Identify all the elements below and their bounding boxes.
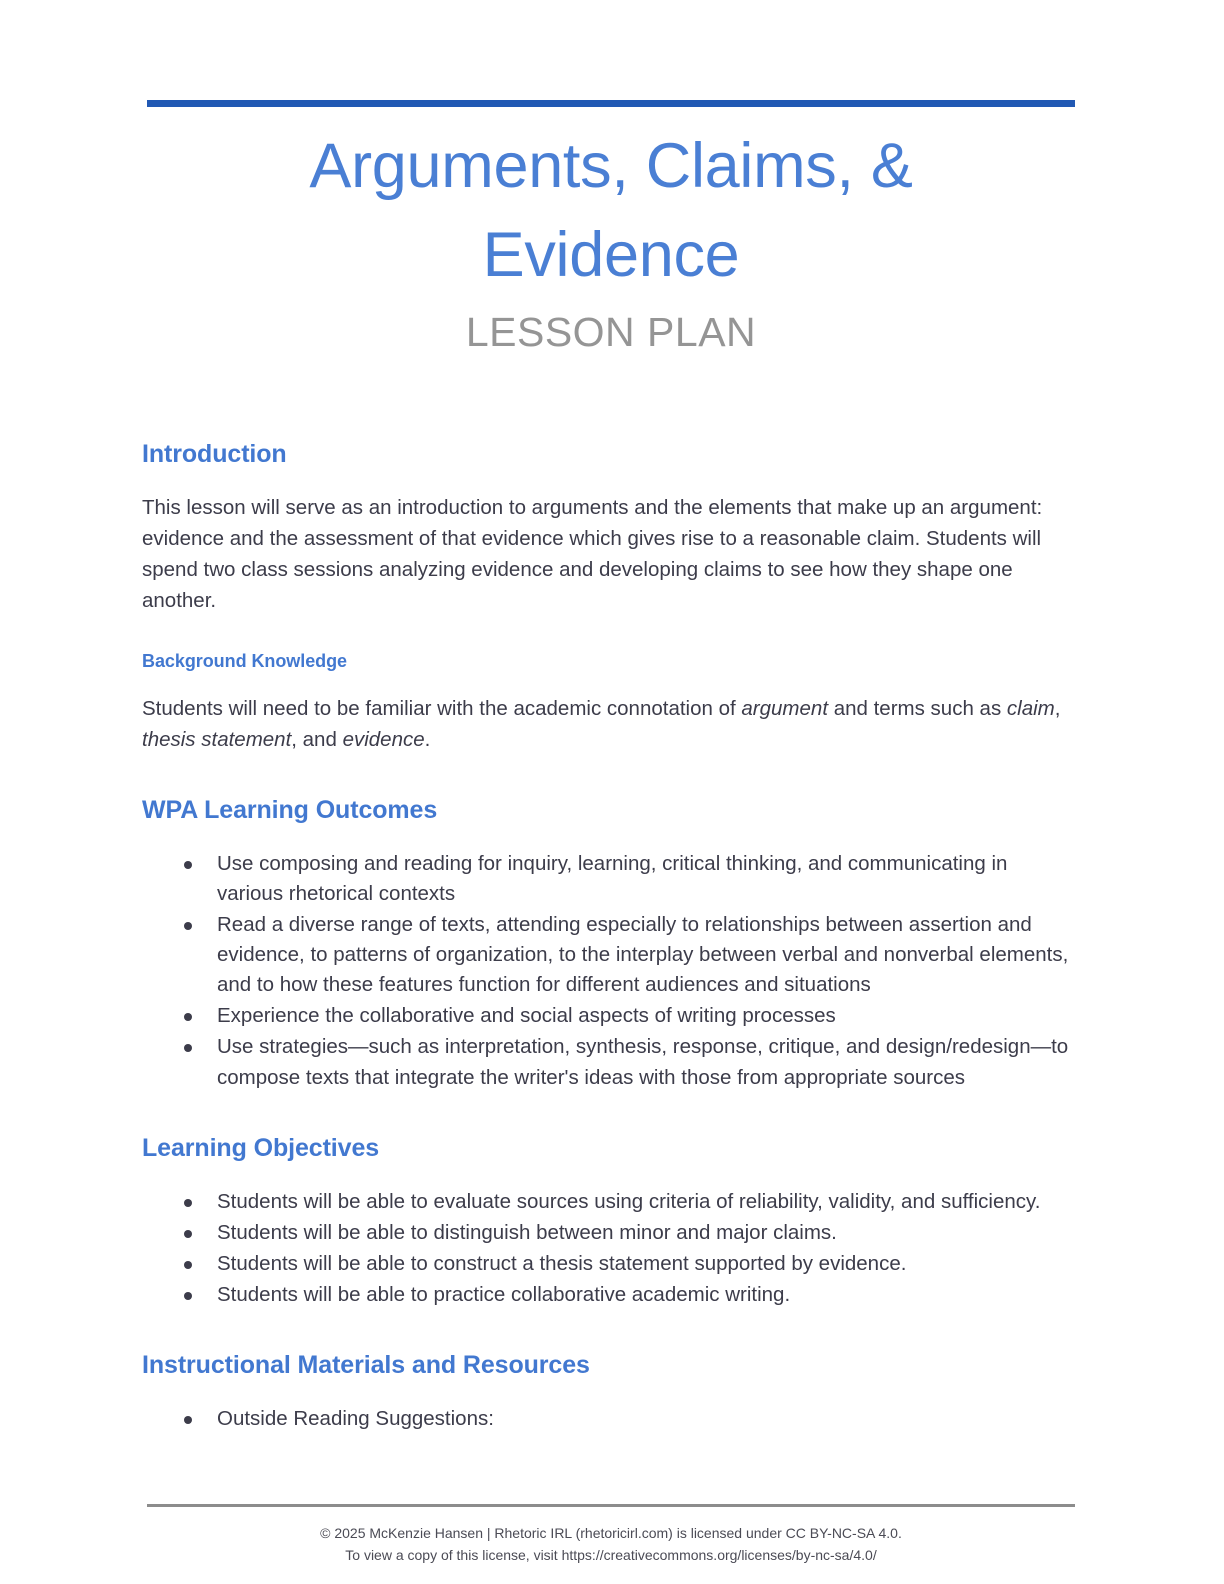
wpa-learning-outcomes-list <box>142 849 1074 1093</box>
page-subtitle: LESSON PLAN <box>465 308 757 355</box>
subheading-background-knowledge: Background Knowledge <box>142 650 348 671</box>
list-item: Read a diverse range of texts, attending especially to relationships between assertion and evidence, to patterns of organization, to the interplay between verbal and nonverbal elements, and to how these features function for different audiences and situations <box>142 910 1074 1000</box>
list-item: Experience the collaborative and social aspects of writing processes <box>142 1001 1074 1031</box>
section-heading-instructional-materials: Instructional Materials and Resources <box>142 1351 590 1380</box>
background-knowledge-paragraph <box>142 694 1074 756</box>
footer-divider <box>147 1504 1075 1507</box>
section-heading-introduction: Introduction <box>142 440 287 468</box>
bg-text-3: , <box>1054 696 1061 720</box>
bg-italic-thesis-statement: thesis statement <box>142 727 292 751</box>
footer-license-url-line: To view a copy of this license, visit https://creativecommons.org/licenses/by-nc-sa/4.0/ <box>345 1546 877 1563</box>
list-item: Students will be able to evaluate sources using criteria of reliability, validity, and sufficiency. <box>142 1187 1074 1217</box>
bg-text-5: . <box>424 727 431 751</box>
bg-italic-evidence: evidence <box>342 727 425 751</box>
bg-italic-claim: claim <box>1006 696 1055 720</box>
list-item: Use strategies—such as interpretation, synthesis, response, critique, and design/redesign—to compose texts that integrate the writer's ideas with those from appropriate sources <box>142 1032 1074 1092</box>
document-body <box>142 440 1074 1435</box>
page-title: Arguments, Claims, & Evidence <box>309 131 913 291</box>
bg-text-4: , and <box>291 727 343 751</box>
instructional-materials-list <box>142 1404 1074 1434</box>
list-item: Outside Reading Suggestions: <box>142 1404 1074 1434</box>
title-block <box>147 122 1075 356</box>
header-accent-rule <box>147 100 1075 107</box>
list-item: Students will be able to distinguish between minor and major claims. <box>142 1218 1074 1248</box>
list-item: Students will be able to construct a thesis statement supported by evidence. <box>142 1249 1074 1279</box>
footer-license-line: © 2025 McKenzie Hansen | Rhetoric IRL (rhetoricirl.com) is licensed under CC BY-NC-SA 4.0. <box>320 1525 902 1541</box>
page-footer <box>147 1504 1075 1566</box>
bg-text-2: and terms such as <box>828 696 1007 720</box>
learning-objectives-list <box>142 1187 1074 1311</box>
list-item: Use composing and reading for inquiry, learning, critical thinking, and communicating in various rhetorical contexts <box>142 849 1074 909</box>
section-heading-learning-objectives: Learning Objectives <box>142 1133 380 1162</box>
bg-text-1: Students will need to be familiar with the academic connotation of <box>142 696 742 720</box>
list-item: Students will be able to practice collaborative academic writing. <box>142 1280 1074 1310</box>
introduction-paragraph: This lesson will serve as an introduction to arguments and the elements that make up an argument: evidence and the assessment of that evidence which gives rise to a reasonable claim. Students will spend two class sessions analyzing evidence and developing claims to see how they shape one another. <box>142 496 1043 612</box>
bg-italic-argument: argument <box>741 696 829 720</box>
section-heading-wpa-learning-outcomes: WPA Learning Outcomes <box>142 795 438 824</box>
